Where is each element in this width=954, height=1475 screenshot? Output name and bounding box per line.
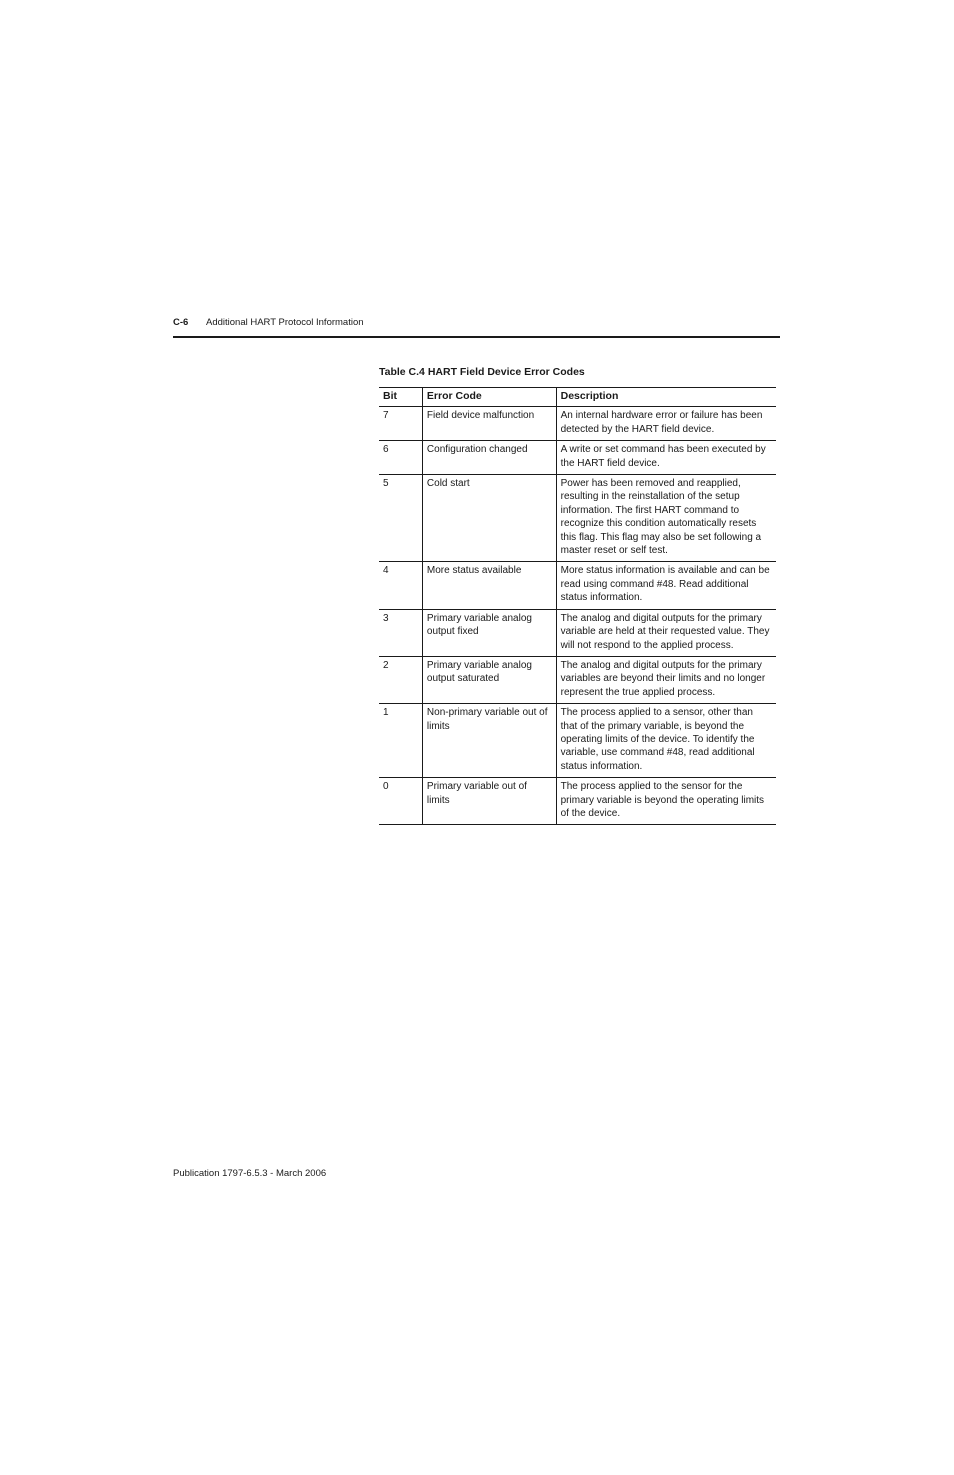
table-row xyxy=(379,609,776,656)
table-row xyxy=(379,407,776,441)
description-cell: More status information is available and can be read using command #48. Read additional status information. xyxy=(556,562,776,609)
table-row xyxy=(379,778,776,825)
error-code-cell: Primary variable analog output fixed xyxy=(422,609,556,656)
error-code-cell: More status available xyxy=(422,562,556,609)
bit-cell: 6 xyxy=(379,441,422,475)
description-cell: The process applied to the sensor for the primary variable is beyond the operating limits of the device. xyxy=(556,778,776,825)
description-cell: A write or set command has been executed by the HART field device. xyxy=(556,441,776,475)
description-cell: An internal hardware error or failure has been detected by the HART field device. xyxy=(556,407,776,441)
table-row xyxy=(379,656,776,703)
table-caption: Table C.4 HART Field Device Error Codes xyxy=(379,366,585,378)
column-header-error-code: Error Code xyxy=(422,388,556,407)
error-code-cell: Non-primary variable out of limits xyxy=(422,704,556,778)
error-code-cell: Field device malfunction xyxy=(422,407,556,441)
table-row xyxy=(379,704,776,778)
section-title: Additional HART Protocol Information xyxy=(206,317,364,328)
description-cell: The analog and digital outputs for the primary variable are held at their requested value. They will not respond to the applied process. xyxy=(556,609,776,656)
bit-cell: 4 xyxy=(379,562,422,609)
table-row xyxy=(379,441,776,475)
publication-footer: Publication 1797-6.5.3 - March 2006 xyxy=(173,1168,327,1179)
bit-cell: 7 xyxy=(379,407,422,441)
description-cell: Power has been removed and reapplied, resulting in the reinstallation of the setup information. The first HART command to recognize this condition automatically resets this flag. This flag may also be set following a master reset or self test. xyxy=(556,475,776,562)
column-header-bit: Bit xyxy=(379,388,422,407)
bit-cell: 0 xyxy=(379,778,422,825)
table-header-row xyxy=(379,388,776,407)
error-code-cell: Primary variable out of limits xyxy=(422,778,556,825)
column-header-description: Description xyxy=(556,388,776,407)
bit-cell: 5 xyxy=(379,475,422,562)
page-header xyxy=(173,317,780,338)
error-codes-table xyxy=(379,387,776,825)
table-row xyxy=(379,562,776,609)
bit-cell: 3 xyxy=(379,609,422,656)
table-row xyxy=(379,475,776,562)
description-cell: The process applied to a sensor, other than that of the primary variable, is beyond the operating limits of the device. To identify the variable, use command #48, read additional status information. xyxy=(556,704,776,778)
description-cell: The analog and digital outputs for the primary variables are beyond their limits and no longer represent the true applied process. xyxy=(556,656,776,703)
error-code-cell: Primary variable analog output saturated xyxy=(422,656,556,703)
bit-cell: 2 xyxy=(379,656,422,703)
bit-cell: 1 xyxy=(379,704,422,778)
error-code-cell: Cold start xyxy=(422,475,556,562)
error-code-cell: Configuration changed xyxy=(422,441,556,475)
page-number: C-6 xyxy=(173,317,189,328)
